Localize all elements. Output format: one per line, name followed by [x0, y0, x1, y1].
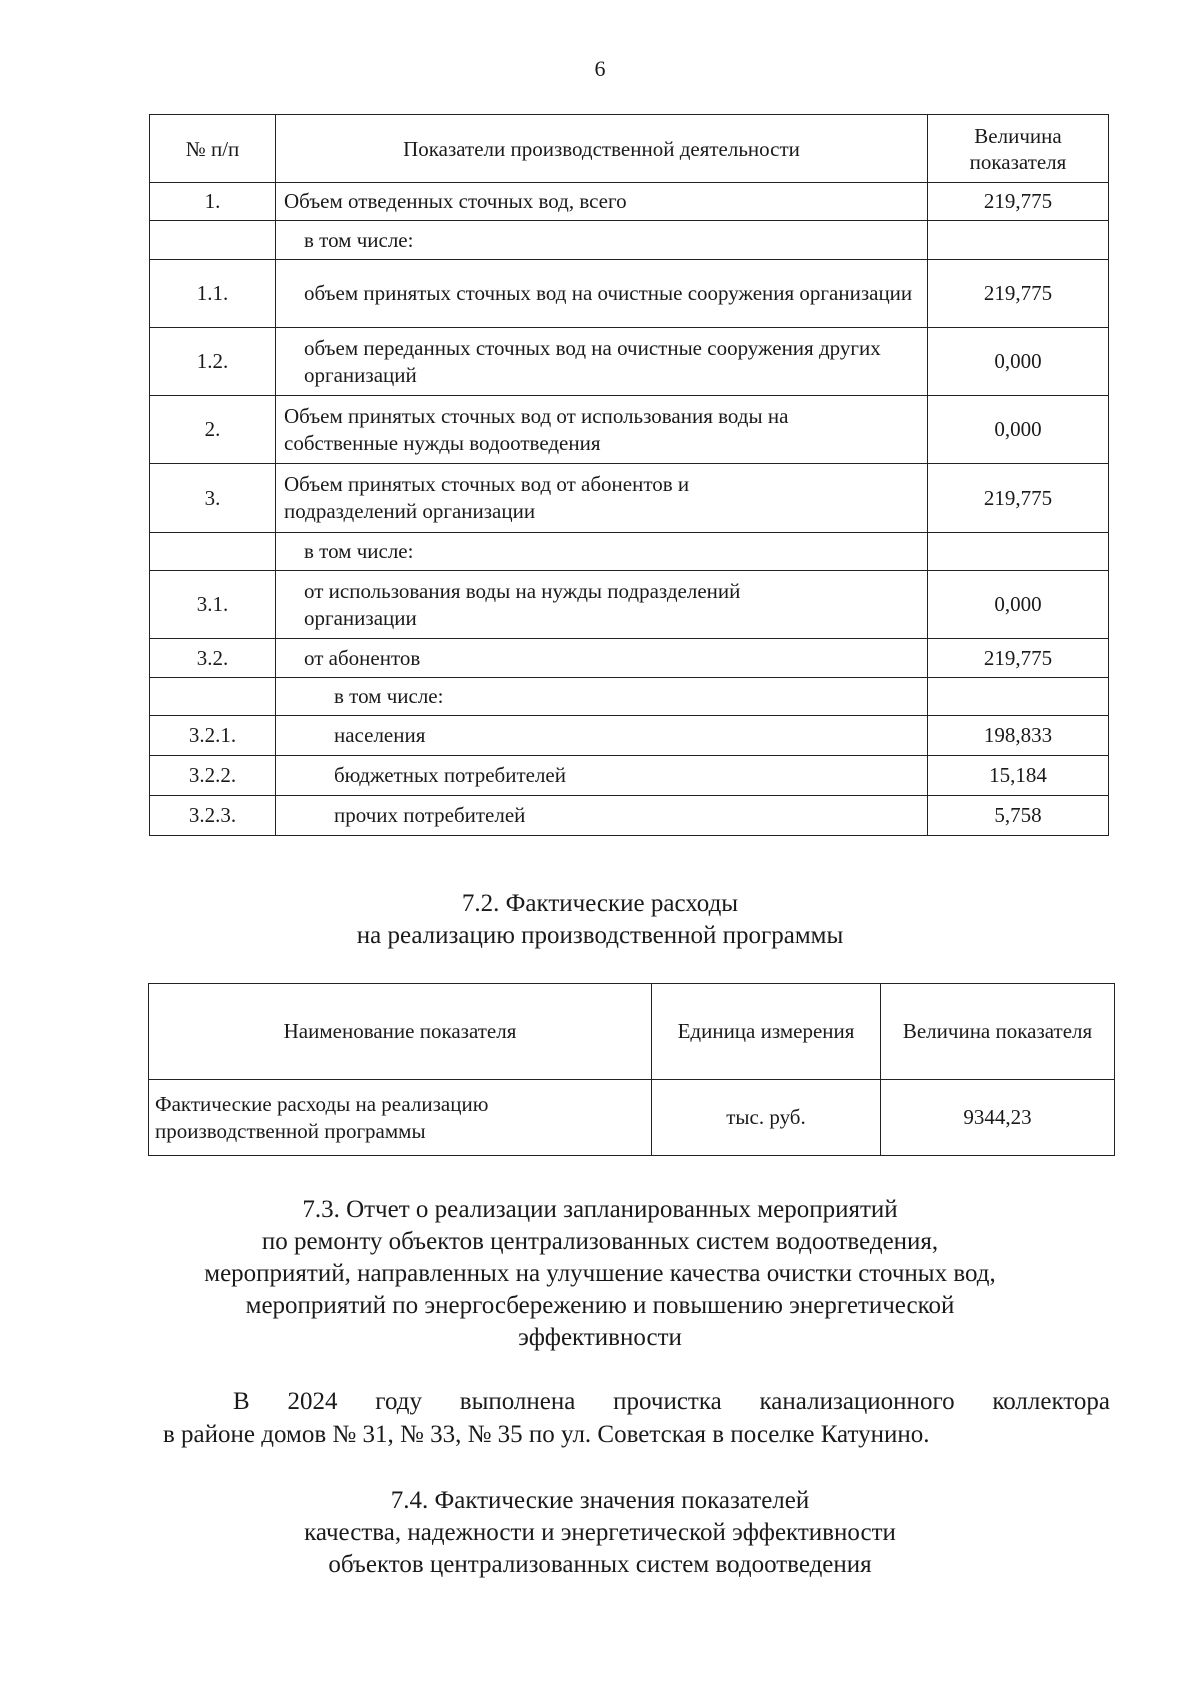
header-unit: Единица измерения — [652, 984, 881, 1080]
row-name: в том числе: — [276, 678, 928, 716]
row-num: 1. — [150, 183, 276, 221]
row-name: в том числе: — [276, 221, 928, 260]
row-name: прочих потребителей — [276, 796, 928, 836]
header-name: Наименование показателя — [149, 984, 652, 1080]
row-value — [928, 678, 1109, 716]
header-value — [928, 115, 1109, 183]
row-num: 3. — [150, 464, 276, 533]
row-num: 3.1. — [150, 571, 276, 639]
row-value: 0,000 — [928, 571, 1109, 639]
row-name: объем принятых сточных вод на очистные сооружения организации — [276, 260, 928, 328]
table-header-row — [150, 115, 1109, 183]
row-value: 219,775 — [928, 260, 1109, 328]
section-7-3-line5: эффективности — [518, 1324, 682, 1351]
body-paragraph — [163, 1385, 1110, 1451]
row-num: 2. — [150, 396, 276, 464]
table-row — [150, 756, 1109, 796]
table-row — [150, 183, 1109, 221]
header-indicator: Показатели производственной деятельности — [276, 115, 928, 183]
section-7-4-line3: объектов централизованных систем водоотведения — [328, 1551, 872, 1578]
row-name: в том числе: — [276, 533, 928, 571]
row-name: от использования воды на нужды подразделений организации — [276, 571, 928, 639]
section-7-3-line4: мероприятий по энергосбережению и повышению энергетической — [245, 1292, 955, 1319]
row-num: 3.2.2. — [150, 756, 276, 796]
table-header-row — [149, 984, 1115, 1080]
row-num — [150, 678, 276, 716]
row-num — [150, 533, 276, 571]
section-7-4-title — [0, 1485, 1200, 1581]
row-value: 219,775 — [928, 464, 1109, 533]
row-name: Объем принятых сточных вод от абонентов и подразделений организации — [276, 464, 928, 533]
section-7-4-line1: 7.4. Фактические значения показателей — [390, 1487, 810, 1514]
row-value: 15,184 — [928, 756, 1109, 796]
header-value: Величина показателя — [881, 984, 1115, 1080]
row-name — [149, 1080, 652, 1156]
row-name: Объем принятых сточных вод от использования воды на собственные нужды водоотведения — [276, 396, 928, 464]
row-value: 5,758 — [928, 796, 1109, 836]
table-row — [150, 533, 1109, 571]
production-indicators-table — [149, 114, 1109, 836]
row-name: от абонентов — [276, 639, 928, 678]
table-row — [150, 260, 1109, 328]
table-row — [149, 1080, 1115, 1156]
row-value — [928, 533, 1109, 571]
header-value-line2: показателя — [969, 149, 1067, 174]
section-7-3-line1: 7.3. Отчет о реализации запланированных мероприятий — [302, 1196, 898, 1223]
table-row — [150, 678, 1109, 716]
table-row — [150, 639, 1109, 678]
header-num: № п/п — [150, 115, 276, 183]
row-num — [150, 221, 276, 260]
table-row — [150, 571, 1109, 639]
row-name-line1: Фактические расходы на реализацию — [155, 1091, 489, 1116]
row-num: 1.1. — [150, 260, 276, 328]
row-value: 219,775 — [928, 183, 1109, 221]
row-num: 3.2.3. — [150, 796, 276, 836]
row-name-line2: производственной программы — [155, 1118, 426, 1143]
row-value: 0,000 — [928, 328, 1109, 396]
section-7-2-line1: 7.2. Фактические расходы — [461, 890, 739, 917]
table-row — [150, 328, 1109, 396]
table-row — [150, 796, 1109, 836]
header-value-line1: Величина — [974, 123, 1062, 148]
row-num: 1.2. — [150, 328, 276, 396]
actual-expenses-table — [148, 983, 1115, 1156]
row-name: объем переданных сточных вод на очистные сооружения других организаций — [276, 328, 928, 396]
table-row — [150, 464, 1109, 533]
paragraph-line2: в районе домов № 31, № 33, № 35 по ул. Советская в поселке Катунино. — [163, 1421, 930, 1448]
row-value: 198,833 — [928, 716, 1109, 756]
row-unit: тыс. руб. — [652, 1080, 881, 1156]
row-value: 9344,23 — [881, 1080, 1115, 1156]
row-value: 219,775 — [928, 639, 1109, 678]
row-value: 0,000 — [928, 396, 1109, 464]
row-num: 3.2.1. — [150, 716, 276, 756]
paragraph-line1: В 2024 году выполнена прочистка канализационного коллектора — [233, 1388, 1110, 1415]
row-name: бюджетных потребителей — [276, 756, 928, 796]
row-num: 3.2. — [150, 639, 276, 678]
section-7-2-title — [0, 888, 1200, 952]
section-7-4-line2: качества, надежности и энергетической эффективности — [304, 1519, 896, 1546]
row-name: населения — [276, 716, 928, 756]
page-number: 6 — [594, 56, 606, 81]
table-row — [150, 716, 1109, 756]
row-name: Объем отведенных сточных вод, всего — [276, 183, 928, 221]
table-row — [150, 221, 1109, 260]
row-value — [928, 221, 1109, 260]
section-7-3-line2: по ремонту объектов централизованных систем водоотведения, — [261, 1228, 939, 1255]
table-row — [150, 396, 1109, 464]
section-7-3-title — [0, 1194, 1200, 1354]
section-7-2-line2: на реализацию производственной программы — [356, 922, 844, 949]
section-7-3-line3: мероприятий, направленных на улучшение качества очистки сточных вод, — [204, 1260, 996, 1287]
